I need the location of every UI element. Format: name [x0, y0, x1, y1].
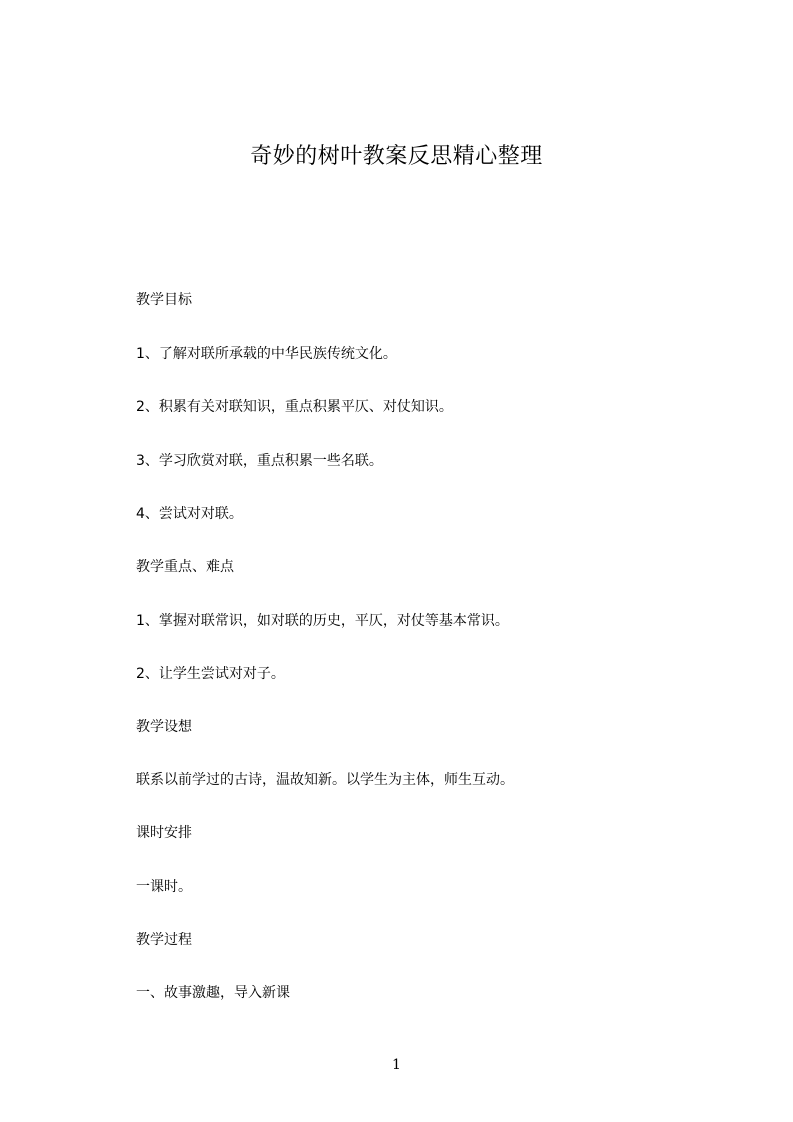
paragraph: 一课时。 — [136, 879, 192, 895]
paragraph: 1、了解对联所承载的中华民族传统文化。 — [136, 346, 397, 362]
section-heading-teaching-goals: 教学目标 — [136, 292, 192, 308]
paragraph: 1、掌握对联常识，如对联的历史，平仄，对仗等基本常识。 — [136, 613, 509, 629]
paragraph: 联系以前学过的古诗，温故知新。以学生为主体，师生互动。 — [136, 772, 514, 788]
page-number: 1 — [392, 1057, 401, 1073]
section-heading-schedule: 课时安排 — [136, 825, 192, 841]
section-heading-teaching-idea: 教学设想 — [136, 719, 192, 735]
document-title: 奇妙的树叶教案反思精心整理 — [250, 144, 543, 169]
paragraph: 2、积累有关对联知识，重点积累平仄、对仗知识。 — [136, 399, 453, 415]
paragraph: 2、让学生尝试对对子。 — [136, 666, 285, 682]
paragraph: 一、故事激趣，导入新课 — [136, 985, 290, 1001]
section-heading-process: 教学过程 — [136, 932, 192, 948]
paragraph: 4、尝试对对联。 — [136, 506, 243, 522]
paragraph: 3、学习欣赏对联，重点积累一些名联。 — [136, 453, 383, 469]
section-heading-key-points: 教学重点、难点 — [136, 559, 234, 575]
